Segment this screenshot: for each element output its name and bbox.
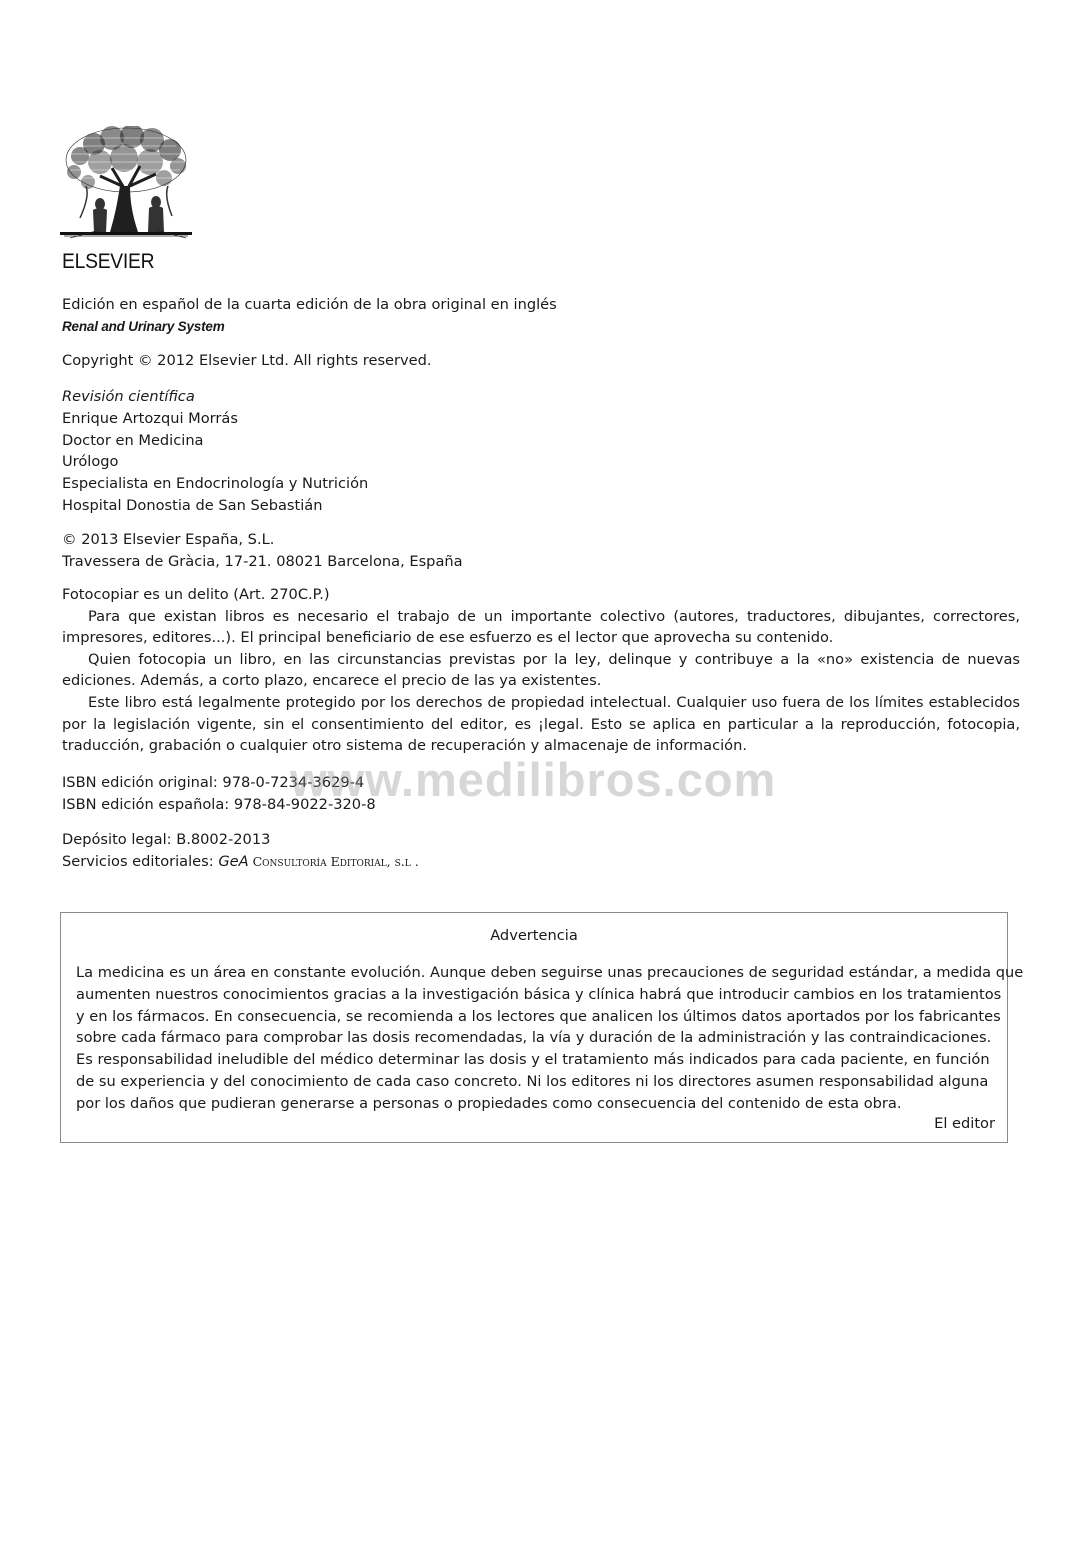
review-line: Urólogo (62, 453, 119, 471)
edition-info (62, 294, 557, 338)
original-title: Renal and Urinary System (62, 318, 225, 334)
warning-line: y en los fármacos. En consecuencia, se recomienda a los lectores que analicen los últimos datos aportados por los fabricantes (76, 1007, 1001, 1025)
copyright-spanish (62, 529, 463, 573)
copyright-spanish-line: © 2013 Elsevier España, S.L. (62, 531, 275, 548)
legal-paragraph: Para que existan libros es necesario el trabajo de un importante colectivo (autores, traductores, dibujantes, correctores, impresores, editores...). El principal beneficiario de ese esfuerzo es el lector que aprovecha su contenido. (62, 607, 1020, 647)
legal-notice (62, 584, 1020, 757)
warning-line: aumenten nuestros conocimientos gracias a la investigación básica y clínica habrá que introducir cambios en los tratamientos (76, 985, 1002, 1003)
copyright-original-line: Copyright © 2012 Elsevier Ltd. All rights reserved. (62, 352, 432, 369)
publisher-name: ELSEVIER (62, 250, 155, 273)
elsevier-tree-logo-icon (60, 126, 192, 244)
warning-signature: El editor (934, 1115, 995, 1132)
warning-line: de su experiencia y del conocimiento de cada caso concreto. Ni los editores ni los directores asumen responsabilidad alguna (76, 1072, 989, 1090)
deposit-block (62, 829, 419, 873)
services-label: Servicios editoriales: (62, 852, 219, 870)
isbn-original: ISBN edición original: 978-0-7234-3629-4 (62, 774, 365, 791)
review-heading: Revisión científica (62, 388, 195, 405)
scientific-review (62, 386, 368, 517)
warning-line: sobre cada fármaco para comprobar las dosis recomendadas, la vía y duración de la administración y las contraindicaciones. (76, 1029, 992, 1047)
watermark: www.medilibros.com (290, 753, 777, 806)
isbn-spanish: ISBN edición española: 978-84-9022-320-8 (62, 795, 376, 813)
services-company-rest: Consultoría Editorial, s.l . (248, 853, 419, 869)
warning-line: La medicina es un área en constante evolución. Aunque deben seguirse unas precauciones de seguridad estándar, a medida que (76, 964, 1024, 981)
review-line: Especialista en Endocrinología y Nutrición (62, 475, 369, 493)
warning-line: por los daños que pudieran generarse a personas o propiedades como consecuencia del contenido de esta obra. (76, 1094, 902, 1112)
review-line: Hospital Donostia de San Sebastián (62, 496, 323, 514)
warning-box (60, 912, 1024, 1143)
review-line: Doctor en Medicina (62, 431, 204, 449)
legal-heading: Fotocopiar es un delito (Art. 270C.P.) (62, 586, 330, 603)
warning-text (76, 962, 1024, 1115)
services-company-name: GeA (218, 852, 249, 870)
legal-paragraph: Este libro está legalmente protegido por los derechos de propiedad intelectual. Cualquier uso fuera de los límites establecidos por la legislación vigente, sin el consentimiento del editor, es ¡legal. Esto se aplica en particular a la reproducción, fotocopia, traducción, grabación o cualquier otro sistema de recuperación y almacenaje de información. (62, 693, 1020, 755)
warning-line: Es responsabilidad ineludible del médico determinar las dosis y el tratamiento más indicados para cada paciente, en función (76, 1051, 990, 1069)
publisher-address: Travessera de Gràcia, 17-21. 08021 Barcelona, España (62, 552, 463, 570)
legal-paragraph: Quien fotocopia un libro, en las circunstancias previstas por la ley, delinque y contribuye a la «no» existencia de nuevas ediciones. Además, a corto plazo, encarece el precio de las ya existentes. (62, 650, 1020, 690)
edition-line: Edición en español de la cuarta edición de la obra original en inglés (62, 296, 557, 313)
editorial-services (62, 851, 419, 873)
copyright-original (62, 350, 432, 372)
warning-title: Advertencia (490, 927, 578, 944)
legal-deposit: Depósito legal: B.8002-2013 (62, 831, 271, 848)
review-line: Enrique Artozqui Morrás (62, 409, 238, 427)
